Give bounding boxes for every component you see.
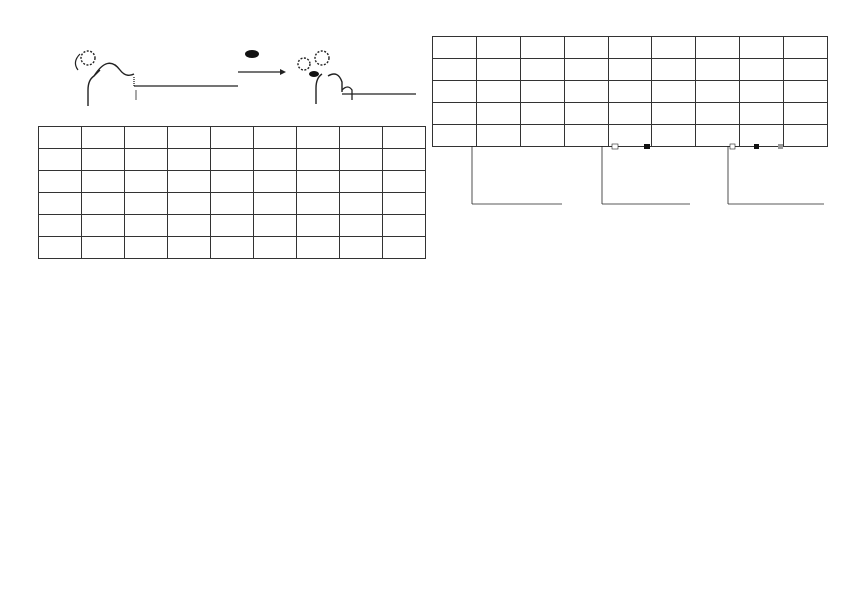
table-cell [696, 81, 740, 103]
table-cell [39, 193, 82, 215]
table-cell [564, 103, 608, 125]
table-cell [383, 149, 426, 171]
riboswitch-diagram [38, 40, 426, 124]
riboswitch-on [298, 51, 416, 104]
table-cell [211, 215, 254, 237]
left-column [38, 40, 426, 259]
table-cell [564, 37, 608, 59]
table-cell [168, 237, 211, 259]
table-cell [696, 59, 740, 81]
table-cell [433, 81, 477, 103]
table-cell [564, 59, 608, 81]
table-cell [476, 103, 520, 125]
table-cell [433, 59, 477, 81]
fig2-chart [602, 144, 690, 204]
table-cell [433, 103, 477, 125]
table-header [254, 127, 297, 149]
table-cell [340, 149, 383, 171]
table-cell [476, 37, 520, 59]
table-cell [168, 193, 211, 215]
table-cell [652, 103, 696, 125]
table-cell [297, 171, 340, 193]
table-cell [608, 103, 652, 125]
table-cell [383, 171, 426, 193]
table-cell [784, 59, 828, 81]
table-cell [383, 215, 426, 237]
table-row [433, 81, 828, 103]
table-cell [254, 237, 297, 259]
table-cell [211, 171, 254, 193]
right-text-block [432, 142, 828, 228]
table-cell [520, 59, 564, 81]
table-row [39, 237, 426, 259]
table-cell [652, 81, 696, 103]
table-cell [476, 59, 520, 81]
table-cell [740, 37, 784, 59]
q11-figures [432, 142, 828, 228]
q11-charts [432, 142, 828, 228]
table-cell [784, 37, 828, 59]
table-cell [652, 59, 696, 81]
table-cell [82, 215, 125, 237]
table-cell [383, 193, 426, 215]
table-cell [564, 81, 608, 103]
table-cell [297, 237, 340, 259]
table-cell [696, 37, 740, 59]
table-cell [254, 149, 297, 171]
riboswitch-off [75, 51, 238, 106]
table-cell [125, 149, 168, 171]
table-cell [168, 149, 211, 171]
table-cell [125, 215, 168, 237]
table-cell [82, 171, 125, 193]
table-header [383, 127, 426, 149]
table-cell [652, 37, 696, 59]
table-cell [740, 59, 784, 81]
table-row [39, 171, 426, 193]
table-header [340, 127, 383, 149]
table-cell [297, 215, 340, 237]
table-cell [211, 193, 254, 215]
table-header [39, 127, 82, 149]
table-row [433, 59, 828, 81]
table-header [211, 127, 254, 149]
table-cell [39, 171, 82, 193]
table-cell [740, 103, 784, 125]
table-cell [125, 171, 168, 193]
table-row [39, 149, 426, 171]
resistance-table [38, 126, 426, 259]
table-cell [125, 237, 168, 259]
table-cell [254, 215, 297, 237]
table-cell [608, 81, 652, 103]
table-cell [168, 215, 211, 237]
lysine-arrow [238, 50, 286, 75]
table-cell [254, 193, 297, 215]
table-cell [520, 37, 564, 59]
table-cell [211, 149, 254, 171]
table-cell [211, 237, 254, 259]
table-cell [82, 149, 125, 171]
table-header [297, 127, 340, 149]
table-cell [340, 215, 383, 237]
table-cell [433, 37, 477, 59]
table-cell [168, 171, 211, 193]
table-cell [39, 237, 82, 259]
table-cell [82, 237, 125, 259]
table-cell [340, 193, 383, 215]
table-cell [340, 171, 383, 193]
table-cell [520, 81, 564, 103]
table-cell [383, 237, 426, 259]
table-cell [254, 171, 297, 193]
resistance-table-continued [432, 36, 828, 147]
table-cell [784, 81, 828, 103]
table-cell [297, 193, 340, 215]
table-cell [82, 193, 125, 215]
table-cell [340, 237, 383, 259]
table-row [433, 37, 828, 59]
table-cell [39, 215, 82, 237]
fig1-chart [472, 146, 562, 204]
table-cell [608, 37, 652, 59]
table-row [39, 193, 426, 215]
table-cell [608, 59, 652, 81]
table-cell [784, 103, 828, 125]
table-cell [520, 103, 564, 125]
table-cell [39, 149, 82, 171]
table-cell [696, 103, 740, 125]
table-cell [476, 81, 520, 103]
table-header [125, 127, 168, 149]
table-row [433, 103, 828, 125]
riboswitch-figure [38, 40, 426, 124]
table-cell [740, 81, 784, 103]
table-cell [297, 149, 340, 171]
table-header [168, 127, 211, 149]
table-cell [125, 193, 168, 215]
table-row [39, 215, 426, 237]
table-header-row [39, 127, 426, 149]
table-header [82, 127, 125, 149]
fig3-chart [728, 144, 824, 204]
